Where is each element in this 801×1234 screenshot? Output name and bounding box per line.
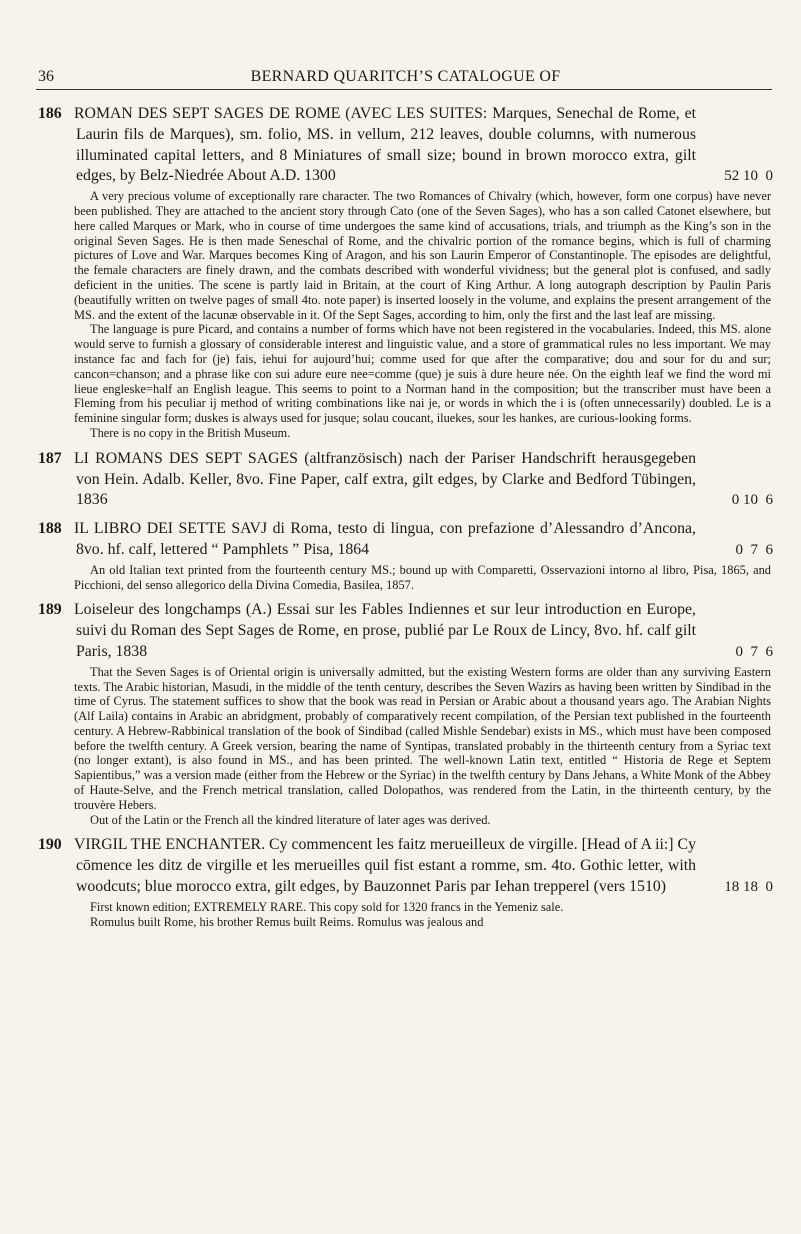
entry-price: 0 7 6 (735, 541, 773, 558)
entry-note: Out of the Latin or the French all the kindred literature of later ages was derived. (90, 812, 491, 827)
entry-price: 18 18 0 (724, 879, 773, 896)
entry-note: That the Seven Sages is of Oriental origin is universally admitted, but the existing Western forms are older than any surviving Eastern texts. The Arabic historian, Masudi, in the middle of the tenth century, describes the Seven Wazirs as having been written by Sindibad in the time of Cyrus. The statement suffices to show that the book was read in Persian or Arabic about a thousand years ago. The Arabian Nights (Alf Laila) contains in Arabic an abridgment, probably of comparatively recent compilation, of the Persian text published in the fourteenth century. A Hebrew-Rabbinical translation of the book of Sindibad (called Mishle Sendebar) exists in MS., which must have been composed before the twelfth century. A Greek version, bearing the name of Syntipas, translated probably in the thirteenth century from a Syriac text (no longer extant), is also found in MS., and has been printed. The well-known Latin text, entitled “ Historia de Rege et Septem Sapientibus,” was a version made (either from the Hebrew or the Syriac) in the twelfth century by Dans Jehans, a White Monk of the Abbey of Haute-Selve, and the French metrical translation, called Dolopathos, was rendered from the Latin, in the thirteenth century, by the trouvère Hebers. (74, 664, 771, 812)
entry-price: 0 7 6 (735, 643, 773, 660)
catalogue-entries (38, 104, 773, 937)
page-number: 36 (38, 68, 54, 85)
entry-number: 189 (38, 601, 62, 619)
entry-heading: VIRGIL THE ENCHANTER. Cy commencent les faitz merueilleux de virgille. [Head of A ii:] Cy cōmence les ditz de virgille et les merueilles quil fist estant a romme, sm. 4to. Gothic letter, with woodcuts; blue morocco extra, gilt edges, by Bauzonnet Paris par Iehan trepperel (vers 1510) (74, 836, 696, 896)
header-rule (36, 89, 772, 90)
entry-heading: LI ROMANS DES SEPT SAGES (altfranzösisch) nach der Pariser Handschrift herausgegeben von Hein. Adalb. Keller, 8vo. Fine Paper, calf extra, gilt edges, by Clarke and Bedford Tübingen, 1836 (74, 449, 696, 509)
entry-heading: Loiseleur des longchamps (A.) Essai sur les Fables Indiennes et sur leur introduction en Europe, suivi du Roman des Sept Sages de Rome, en prose, publié par Le Roux de Lincy, 8vo. hf. calf gilt Paris, 1838 (74, 601, 696, 660)
entry-number: 190 (38, 836, 62, 854)
entry-note: An old Italian text printed from the fourteenth century MS.; bound up with Comparetti, Osservazioni intorno al libro, Pisa, 1865, and Picchioni, del senso allegorico della Divina Comedia, Basilea, 1857. (74, 562, 771, 592)
entry-note: A very precious volume of exceptionally rare character. The two Romances of Chivalry (which, however, form one corpus) have never been published. They are attached to the ancient story through Cato (one of the Seven Sages), who has a son called Catonet elsewhere, but here called Marques or Mark, who in course of time undergoes the same kind of accusations, trials, and triumph as the King’s son in the original Seven Sages. He is then made Seneschal of Rome, and the chivalric portion of the romance begins, which is full of charming pictures of Love and War. Marques becomes King of Aragon, and his son Laurin Emperor of Constantinople. The episodes are delightful, the female characters are finely drawn, and the combats described with wonderful vividness; but the general plot is confused, and sadly deficient in the unities. The scene is partly laid in Britain, at the court of King Arthur. A long autograph description by Paulin Paris (beautifully written on twelve pages of small 4to. note paper) is inserted loosely in the volume, and explains the present arrangement of the MS. and the extent of the lacunæ observable in it. Of the Sept Sages, according to him, only the first and the last leaf are missing. (74, 189, 771, 322)
catalogue-entry-186 (38, 104, 773, 441)
catalogue-entry-187 (38, 449, 773, 511)
entry-note: There is no copy in the British Museum. (90, 425, 291, 440)
entry-heading: ROMAN DES SEPT SAGES DE ROME (AVEC LES SUITES: Marques, Senechal de Rome, et Laurin fils de Marques), sm. folio, MS. in vellum, 212 leaves, double columns, with numerous illuminated capital letters, and 8 Miniatures of small size; bound in brown morocco extra, gilt edges, by Belz-Niedrée About A.D. 1300 (74, 105, 696, 185)
entry-note: First known edition; EXTREMELY RARE. This copy sold for 1320 francs in the Yemeniz sale. (90, 899, 564, 914)
entry-price: 0 10 6 (731, 492, 773, 509)
running-title: BERNARD QUARITCH’S CATALOGUE OF (250, 68, 561, 85)
catalogue-entry-188 (38, 519, 773, 592)
entry-note: Romulus built Rome, his brother Remus built Reims. Romulus was jealous and (90, 914, 484, 929)
entry-price: 52 10 0 (724, 168, 773, 185)
catalogue-entry-190 (38, 835, 773, 929)
catalogue-entry-189 (38, 600, 773, 827)
entry-number: 187 (38, 449, 62, 467)
entry-note: The language is pure Picard, and contains a number of forms which have not been registered in the vocabularies. Indeed, this MS. alone would serve to furnish a glossary of considerable interest and linguistic value, and a store of grammatical rules no less important. We may instance fac and fach for (je) fais, iehui for aujourd’hui; comme used for que after the comparative; dou and sour for du and sur; cancon=chanson; and a phrase like con sui adure eure nee=comme (que) je suis à dure heure née. On the eighth leaf we find the word mi lieue engleske=half an English league. This seems to point to a Norman hand in the composition; but the transcriber must have been a Fleming from his peculiar ij method of writing combinations like nai je, or words in which the i is (often unnecessarily) doubled. Le is a feminine singular form; duskes is always used for jusque; solau coucant, iluekes, sour les hankes, are curious-looking forms. (74, 322, 771, 426)
entry-number: 186 (38, 105, 62, 122)
entry-number: 188 (38, 520, 62, 538)
page-header (38, 68, 773, 90)
entry-heading: IL LIBRO DEI SETTE SAVJ di Roma, testo di lingua, con prefazione d’Alessandro d’Ancona, 8vo. hf. calf, lettered “ Pamphlets ” Pisa, 1864 (74, 520, 696, 558)
